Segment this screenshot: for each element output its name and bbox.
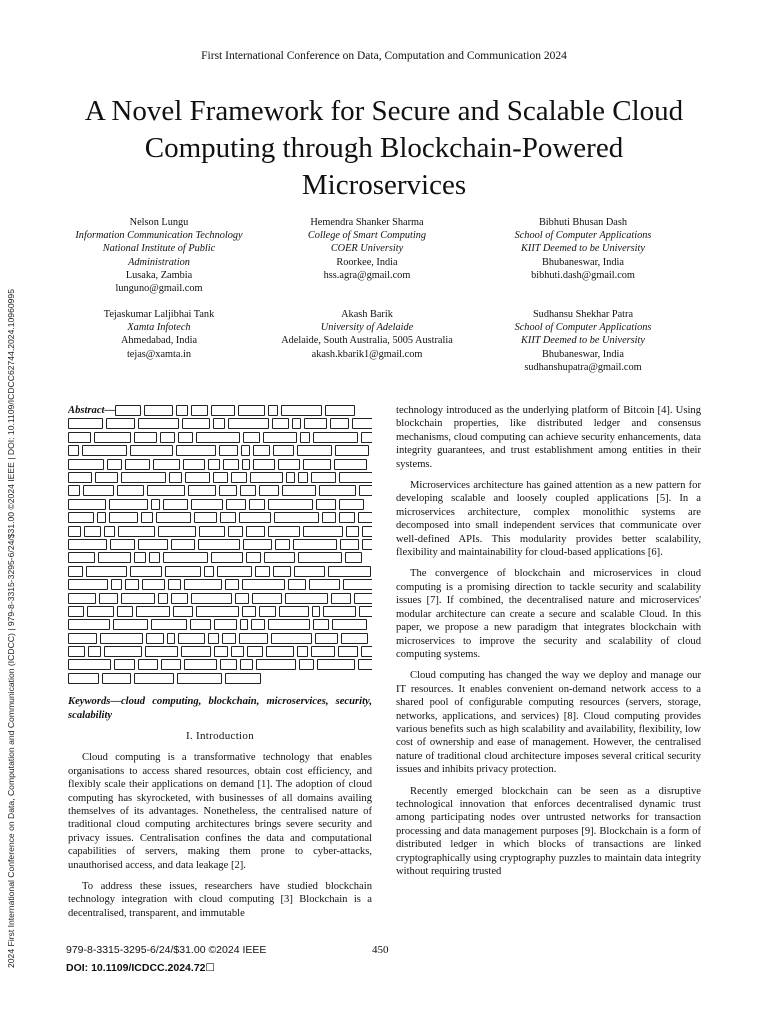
- glyph-box: [151, 499, 160, 510]
- glyph-box: [153, 459, 180, 470]
- glyph-box: [359, 485, 372, 496]
- glyph-box: [160, 432, 175, 443]
- glyph-box: [354, 593, 372, 604]
- author-block: [54, 308, 264, 361]
- glyph-box: [68, 512, 94, 523]
- glyph-box: [161, 659, 181, 670]
- glyph-box: [281, 405, 322, 416]
- glyph-box: [68, 633, 97, 644]
- glyph-box: [300, 432, 310, 443]
- glyph-box: [130, 445, 173, 456]
- glyph-box: [145, 646, 178, 657]
- glyph-box: [191, 499, 223, 510]
- glyph-box: [114, 659, 135, 670]
- glyph-box: [68, 646, 85, 657]
- glyph-box: [226, 499, 246, 510]
- glyph-box: [68, 552, 95, 563]
- glyph-box: [346, 526, 359, 537]
- glyph-box: [214, 646, 228, 657]
- glyph-box: [275, 539, 290, 550]
- glyph-box: [117, 606, 133, 617]
- glyph-box: [311, 646, 335, 657]
- glyph-box: [171, 539, 195, 550]
- glyph-box: [68, 619, 110, 630]
- glyph-box: [109, 512, 138, 523]
- glyph-box: [184, 579, 222, 590]
- glyph-box: [176, 405, 188, 416]
- glyph-box: [86, 566, 127, 577]
- glyph-box: [359, 606, 372, 617]
- glyph-box: [99, 593, 118, 604]
- author-name: Akash Barik: [341, 309, 393, 320]
- glyph-box: [211, 552, 243, 563]
- glyph-box: [273, 445, 294, 456]
- glyph-box: [158, 593, 168, 604]
- author-block: [54, 216, 264, 295]
- author-affiliation: National Institute of Public: [102, 243, 216, 255]
- paper-title: [60, 93, 708, 204]
- glyph-box: [343, 579, 372, 590]
- author-name: Nelson Lungu: [129, 217, 189, 228]
- glyph-box: [163, 499, 188, 510]
- glyph-box: [240, 659, 253, 670]
- author-email: lunguno@gmail.com: [115, 283, 203, 295]
- glyph-box: [331, 593, 351, 604]
- author-email: sudhanshupatra@gmail.com: [524, 361, 642, 373]
- glyph-box: [239, 512, 271, 523]
- author-block: [252, 308, 482, 361]
- glyph-box: [297, 445, 332, 456]
- glyph-box: [163, 552, 208, 563]
- glyph-box: [358, 659, 372, 670]
- conference-header: First International Conference on Data, Computation and Communication 2024: [201, 50, 567, 62]
- glyph-box: [292, 418, 301, 429]
- author-block: [478, 308, 688, 374]
- glyph-box: [334, 459, 367, 470]
- glyph-box: [303, 459, 331, 470]
- unreadable-abstract-glyphs: [115, 404, 358, 417]
- glyph-box: [88, 646, 101, 657]
- author-affiliation: Administration: [128, 256, 190, 268]
- glyph-box: [183, 459, 205, 470]
- glyph-box: [184, 659, 217, 670]
- title-line: A Novel Framework for Secure and Scalable Cloud: [84, 95, 684, 127]
- glyph-box: [223, 459, 239, 470]
- author-affiliation: KIIT Deemed to be University: [521, 335, 645, 347]
- glyph-box: [147, 485, 185, 496]
- glyph-box: [115, 405, 141, 416]
- glyph-box: [319, 485, 356, 496]
- glyph-box: [110, 539, 135, 550]
- glyph-box: [268, 619, 310, 630]
- title-line: Computing through Blockchain-Powered: [144, 132, 624, 164]
- glyph-box: [199, 526, 225, 537]
- glyph-box: [68, 539, 107, 550]
- glyph-box: [125, 459, 150, 470]
- glyph-box: [250, 472, 283, 483]
- glyph-box: [181, 646, 211, 657]
- glyph-box: [136, 606, 170, 617]
- glyph-box: [98, 552, 131, 563]
- glyph-box: [249, 499, 265, 510]
- paragraph: To address these issues, researchers have studied blockchain technology integration with cloud computing [3] Blockchain is a decentralised, transparent, and immutable: [68, 881, 372, 919]
- glyph-box: [242, 579, 285, 590]
- page-number: 450: [372, 944, 389, 956]
- paragraph: technology introduced as the underlying platform of Bitcoin [4]. Using blockchain properties, like distributed ledger and consensus mechanisms, cloud computing can achieve security enhancements, data integrity guarantees, and trust establishment among entities in their systems.: [396, 405, 701, 470]
- glyph-box: [340, 539, 359, 550]
- glyph-box: [121, 472, 166, 483]
- glyph-box: [134, 552, 146, 563]
- glyph-box: [242, 459, 250, 470]
- glyph-box: [104, 646, 142, 657]
- glyph-box: [125, 579, 139, 590]
- glyph-box: [178, 633, 205, 644]
- author-location: Adelaide, South Australia, 5005 Australia: [281, 335, 453, 347]
- glyph-box: [190, 619, 211, 630]
- glyph-box: [68, 593, 96, 604]
- glyph-box: [107, 459, 122, 470]
- glyph-box: [228, 418, 269, 429]
- glyph-box: [208, 459, 220, 470]
- author-email: hss.agra@gmail.com: [323, 269, 411, 281]
- glyph-box: [286, 472, 295, 483]
- glyph-box: [335, 445, 369, 456]
- glyph-box: [222, 633, 236, 644]
- glyph-box: [264, 552, 295, 563]
- glyph-box: [198, 539, 240, 550]
- glyph-box: [272, 418, 289, 429]
- glyph-box: [83, 485, 114, 496]
- glyph-box: [303, 526, 343, 537]
- glyph-box: [169, 472, 182, 483]
- glyph-box: [146, 633, 164, 644]
- glyph-box: [191, 593, 232, 604]
- glyph-box: [247, 646, 263, 657]
- glyph-box: [87, 606, 114, 617]
- glyph-box: [100, 633, 143, 644]
- glyph-box: [304, 418, 327, 429]
- glyph-box: [240, 485, 256, 496]
- author-name: Bibhuti Bhusan Dash: [538, 217, 628, 228]
- glyph-box: [297, 646, 308, 657]
- glyph-box: [118, 526, 155, 537]
- glyph-box: [253, 445, 270, 456]
- glyph-box: [256, 659, 296, 670]
- glyph-box: [68, 459, 104, 470]
- glyph-box: [217, 566, 252, 577]
- author-location: Roorkee, India: [336, 256, 398, 268]
- glyph-box: [338, 646, 358, 657]
- author-affiliation: KIIT Deemed to be University: [521, 243, 645, 255]
- author-name: Sudhansu Shekhar Patra: [532, 309, 634, 320]
- glyph-box: [130, 566, 162, 577]
- keywords: Keywords—cloud computing, blockchain, microservices, security, scalability: [68, 696, 372, 721]
- glyph-box: [94, 432, 131, 443]
- glyph-box: [185, 472, 210, 483]
- glyph-box: [82, 445, 127, 456]
- glyph-box: [313, 432, 358, 443]
- author-affiliation: COER University: [330, 243, 404, 255]
- glyph-box: [97, 512, 106, 523]
- glyph-box: [106, 418, 135, 429]
- glyph-box: [243, 432, 260, 443]
- glyph-box: [219, 445, 238, 456]
- glyph-box: [138, 539, 168, 550]
- glyph-box: [311, 472, 336, 483]
- glyph-box: [294, 566, 325, 577]
- abstract-block: [68, 404, 372, 685]
- glyph-box: [151, 619, 187, 630]
- glyph-box: [246, 552, 261, 563]
- glyph-box: [253, 459, 275, 470]
- glyph-box: [238, 405, 265, 416]
- glyph-box: [220, 512, 236, 523]
- glyph-box: [68, 659, 111, 670]
- glyph-box: [361, 646, 372, 657]
- glyph-box: [325, 405, 355, 416]
- glyph-box: [322, 512, 336, 523]
- glyph-box: [341, 633, 368, 644]
- glyph-box: [104, 526, 115, 537]
- glyph-box: [134, 432, 157, 443]
- glyph-box: [345, 552, 362, 563]
- glyph-box: [68, 673, 99, 684]
- author-affiliation: University of Adelaide: [320, 322, 414, 334]
- glyph-box: [178, 432, 193, 443]
- glyph-box: [228, 526, 243, 537]
- glyph-box: [68, 432, 91, 443]
- glyph-box: [138, 418, 179, 429]
- author-affiliation: School of Computer Applications: [514, 230, 652, 242]
- paragraph: Cloud computing has changed the way we deploy and manage our IT resources. It enables convenient on-demand network access to a shared pool of configurable computing resources (servers, storage, networks, applications, and services) [8]. Cloud computing provides various benefits such as high scalability and availability, flexibility, low cost of ownership and ease of management. However, the centralised nature of traditional cloud architecture imposes several critical security issues and inhibits privacy protection.: [396, 670, 701, 776]
- right-column: [396, 404, 701, 886]
- glyph-box: [323, 606, 356, 617]
- glyph-box: [68, 485, 80, 496]
- glyph-box: [68, 566, 83, 577]
- author-affiliation: College of Smart Computing: [307, 230, 427, 242]
- glyph-box: [274, 512, 319, 523]
- author-email: bibhuti.dash@gmail.com: [531, 269, 635, 281]
- glyph-box: [279, 606, 309, 617]
- glyph-box: [268, 405, 278, 416]
- glyph-box: [84, 526, 101, 537]
- footer-isbn: 979-8-3315-3295-6/24/$31.00 ©2024 IEEE: [66, 944, 267, 956]
- paragraph: Microservices architecture has gained attention as a new pattern for developing scalable and loosely coupled applications [5]. In a microservices architecture, complex monolithic systems are decomposed into small independent services that communicate over well-defined APIs. This modularity provides better scalability, flexibility and maintainability for cloud-based applications [6].: [396, 480, 701, 559]
- glyph-box: [225, 579, 239, 590]
- glyph-box: [113, 619, 148, 630]
- glyph-box: [339, 472, 372, 483]
- glyph-box: [235, 593, 249, 604]
- glyph-box: [149, 552, 160, 563]
- glyph-box: [243, 539, 272, 550]
- author-block: [262, 216, 472, 282]
- glyph-box: [225, 673, 261, 684]
- glyph-box: [68, 579, 108, 590]
- glyph-box: [111, 579, 122, 590]
- title-line: Microservices: [301, 169, 467, 201]
- glyph-box: [219, 485, 237, 496]
- glyph-box: [298, 552, 342, 563]
- author-affiliation: School of Computer Applications: [514, 322, 652, 334]
- glyph-box: [259, 606, 276, 617]
- glyph-box: [95, 472, 118, 483]
- abstract-label: Abstract—: [68, 405, 116, 416]
- glyph-box: [309, 579, 340, 590]
- glyph-box: [299, 659, 314, 670]
- paragraph: The convergence of blockchain and microservices in cloud computing is a promising direction to tackle security and scalability issues [7]. If combined, the decentralised nature and microservices' modular architecture can create a secure and scalable Cloud. In this paper, we propose a new paradigm that integrates blockchain with microservices to improve the security and scalability of cloud computing systems.: [396, 568, 701, 660]
- glyph-box: [239, 633, 268, 644]
- glyph-box: [251, 619, 265, 630]
- glyph-box: [282, 485, 316, 496]
- glyph-box: [330, 418, 349, 429]
- glyph-box: [177, 673, 222, 684]
- side-citation-text: 2024 First International Conference on Data, Computation and Communication (ICDCC) | 979-8-3315-3295-6/24/$31.00 ©2024 IEEE | DOI: 10.1109/ICDCC62744.2024.10960995: [6, 289, 16, 968]
- glyph-box: [156, 512, 191, 523]
- glyph-box: [121, 593, 155, 604]
- glyph-box: [252, 593, 282, 604]
- glyph-box: [204, 566, 214, 577]
- author-location: Lusaka, Zambia: [125, 269, 193, 281]
- glyph-box: [332, 619, 367, 630]
- glyph-box: [315, 633, 338, 644]
- glyph-box: [231, 472, 247, 483]
- glyph-box: [362, 539, 372, 550]
- glyph-box: [339, 499, 364, 510]
- glyph-box: [317, 659, 355, 670]
- glyph-box: [242, 606, 256, 617]
- glyph-box: [339, 512, 355, 523]
- glyph-box: [278, 459, 300, 470]
- glyph-box: [211, 405, 235, 416]
- section-heading: I. Introduction: [185, 730, 255, 743]
- glyph-box: [144, 405, 173, 416]
- glyph-box: [196, 432, 240, 443]
- paragraph: Recently emerged blockchain can be seen as a disruptive technological innovation that enforces decentralised dynamic trust among participating nodes over untrusted networks for transaction processing and data management purposes [9]. Blockchain is a form of distributed ledger in which blocks of transactions are linked cryptographically using cryptography puzzles to maintain data integrity without requiring trusted: [396, 785, 701, 877]
- glyph-box: [313, 619, 329, 630]
- glyph-box: [268, 526, 300, 537]
- glyph-box: [220, 659, 237, 670]
- author-location: Bhubaneswar, India: [542, 348, 624, 360]
- glyph-box: [255, 566, 270, 577]
- glyph-box: [109, 499, 148, 510]
- glyph-box: [68, 499, 106, 510]
- glyph-box: [102, 673, 131, 684]
- glyph-box: [285, 593, 328, 604]
- glyph-box: [271, 633, 312, 644]
- paragraph: Cloud computing is a transformative technology that enables organisations to access shared resources, obtain cost efficiency, and flexibly scale their applications on demand [1]. The adoption of cloud computing has skyrocketed, with businesses of all domains availing themselves of its advantages. Nonetheless, the centralised nature of traditional cloud computing architectures brings severe security and privacy issues. Centralisation confines the data and computational capabilities of servers, making them prone to cyber-attacks, unauthorised access, and data leakage [2].: [68, 752, 372, 871]
- glyph-box: [240, 619, 248, 630]
- glyph-box: [213, 418, 225, 429]
- glyph-box: [266, 646, 294, 657]
- author-email: akash.kbarik1@gmail.com: [311, 348, 423, 360]
- author-location: Ahmedabad, India: [120, 335, 198, 347]
- author-affiliation: Information Communication Technology: [75, 230, 243, 242]
- glyph-box: [298, 472, 308, 483]
- author-location: Bhubaneswar, India: [542, 256, 624, 268]
- glyph-box: [68, 606, 84, 617]
- glyph-box: [273, 566, 291, 577]
- glyph-box: [352, 418, 372, 429]
- glyph-box: [316, 499, 336, 510]
- glyph-box: [68, 526, 81, 537]
- author-block: [478, 216, 688, 282]
- glyph-box: [194, 512, 217, 523]
- glyph-box: [213, 472, 228, 483]
- glyph-box: [288, 579, 306, 590]
- glyph-box: [141, 512, 153, 523]
- author-name: Hemendra Shanker Sharma: [310, 217, 424, 228]
- glyph-box: [191, 405, 208, 416]
- glyph-box: [117, 485, 144, 496]
- glyph-box: [361, 432, 372, 443]
- glyph-box: [246, 526, 265, 537]
- glyph-box: [142, 579, 165, 590]
- glyph-box: [362, 526, 372, 537]
- author-name: Tejaskumar Laljibhai Tank: [103, 309, 215, 320]
- glyph-box: [167, 633, 175, 644]
- footer-doi: DOI: 10.1109/ICDCC.2024.72☐: [66, 962, 215, 974]
- glyph-box: [328, 566, 371, 577]
- glyph-box: [263, 432, 297, 443]
- glyph-box: [173, 606, 193, 617]
- glyph-box: [165, 566, 201, 577]
- left-column: [68, 404, 372, 928]
- glyph-box: [68, 472, 92, 483]
- author-affiliation: Xamta Infotech: [127, 322, 191, 334]
- glyph-box: [138, 659, 158, 670]
- glyph-box: [134, 673, 174, 684]
- glyph-box: [358, 512, 372, 523]
- glyph-box: [268, 499, 313, 510]
- glyph-box: [208, 633, 219, 644]
- glyph-box: [312, 606, 320, 617]
- glyph-box: [188, 485, 216, 496]
- glyph-box: [231, 646, 244, 657]
- glyph-box: [259, 485, 279, 496]
- glyph-box: [293, 539, 337, 550]
- glyph-box: [214, 619, 237, 630]
- glyph-box: [158, 526, 196, 537]
- glyph-box: [171, 593, 188, 604]
- glyph-box: [176, 445, 216, 456]
- glyph-box: [68, 445, 79, 456]
- glyph-box: [168, 579, 181, 590]
- glyph-box: [241, 445, 250, 456]
- author-email: tejas@xamta.in: [126, 348, 192, 360]
- glyph-box: [182, 418, 210, 429]
- glyph-box: [196, 606, 239, 617]
- glyph-box: [68, 418, 103, 429]
- unreadable-abstract-text: [68, 417, 372, 685]
